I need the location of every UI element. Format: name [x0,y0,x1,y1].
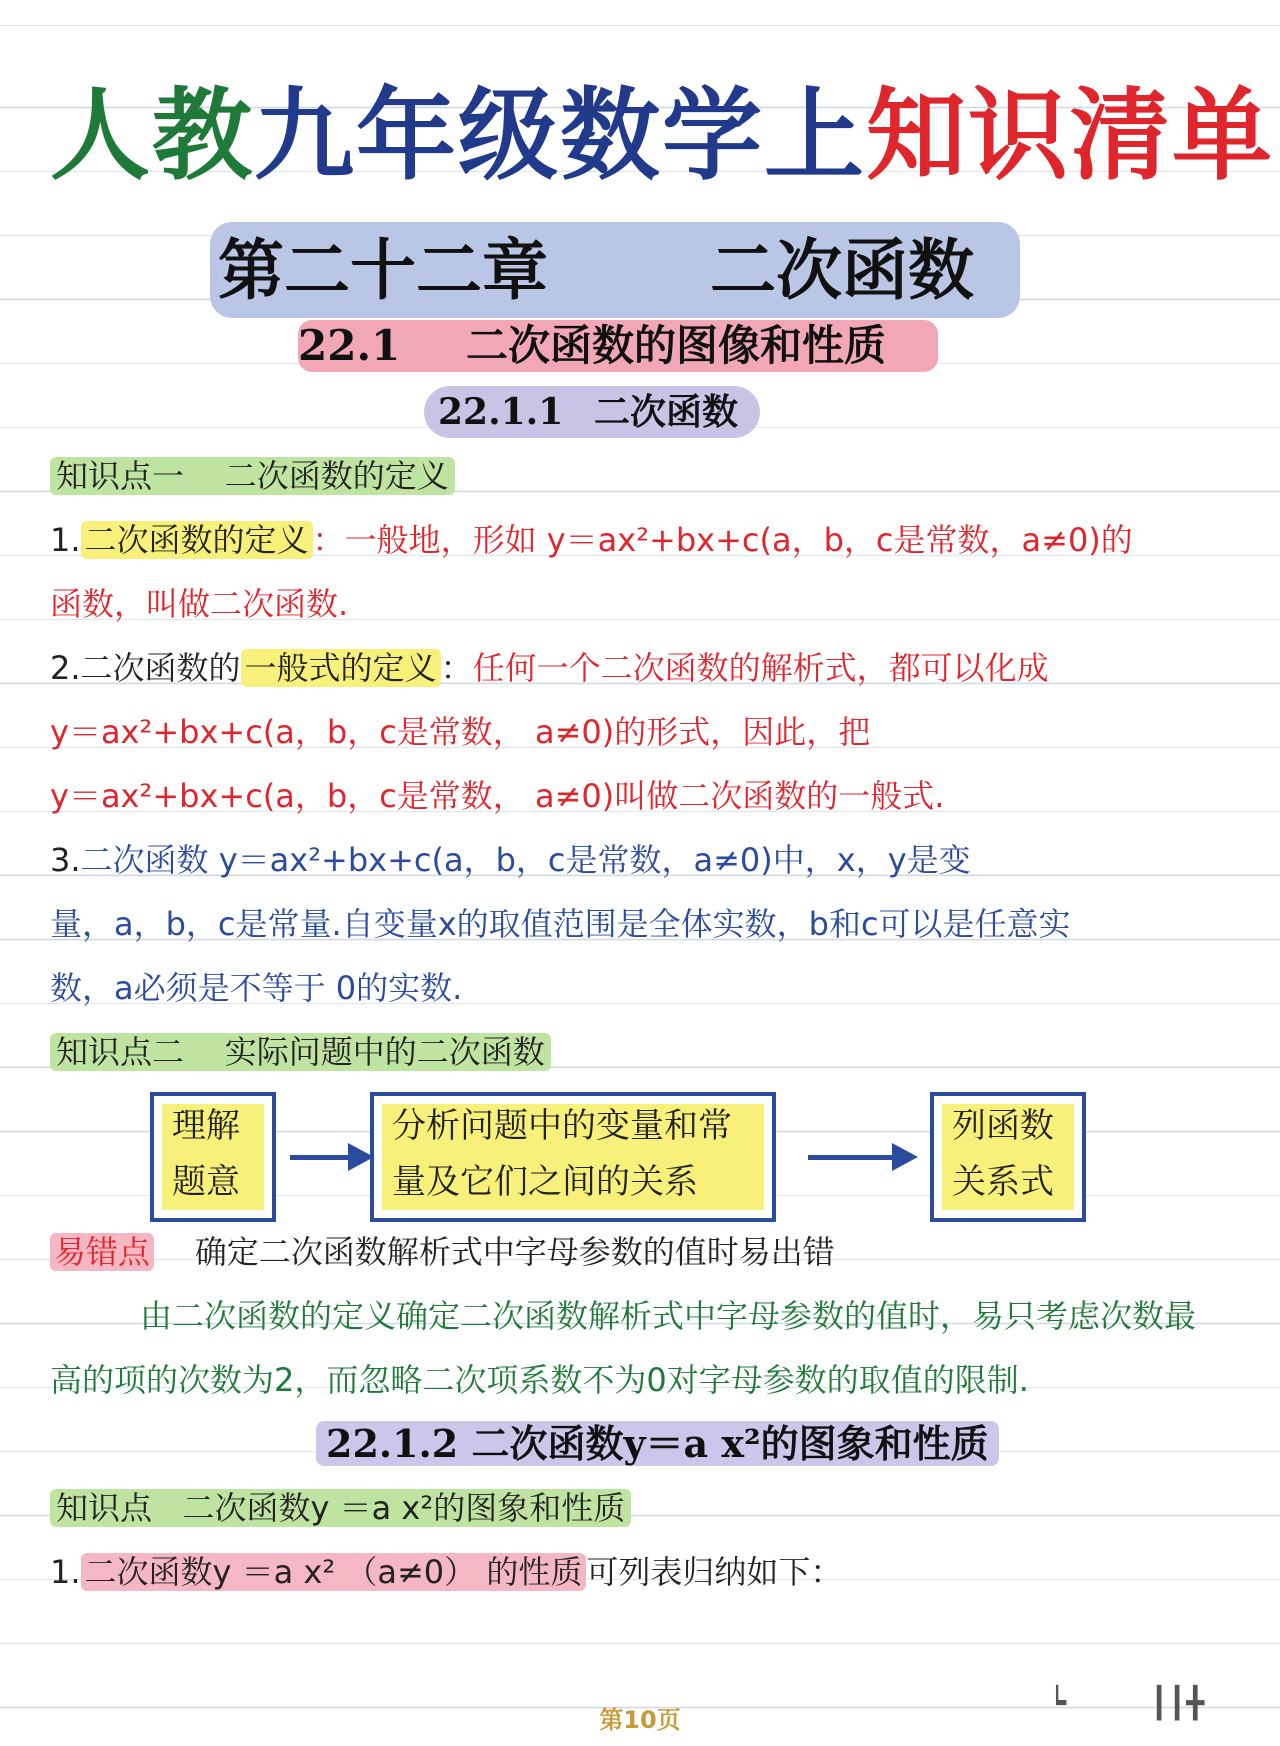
flow-step-line-2: 量及它们之间的关系 [392,1162,698,1202]
item-term: 二次函数y ＝a x² （a≠0） 的性质 [81,1553,587,1591]
mistake-heading [50,1230,835,1274]
flow-step-line-1: 分析问题中的变量和常 [392,1106,732,1146]
flow-step-analyze [370,1092,776,1222]
knowledge-point-1 [50,454,455,498]
item-text: 任何一个二次函数的解析式，都可以化成 [472,649,1049,687]
subsection-name: 二次函数 [594,391,739,433]
mistake-text-line-1: 由二次函数的定义确定二次函数解析式中字母参数的值时，易只考虑次数最 [140,1297,1197,1335]
subsection-heading-1 [424,386,760,438]
item-3-line-3: 数，a必须是不等于 0的实数. [50,969,463,1007]
item-number: 2. [50,649,81,687]
title-part-red: 知识清单 [866,76,1274,194]
point-label: 知识点二 [56,1033,185,1071]
chapter-banner [210,222,1020,318]
item-4 [50,1550,842,1594]
point-name: 实际问题中的二次函数 [224,1033,545,1071]
chapter-number: 第二十二章 [218,231,548,309]
flow-step-formulate [930,1092,1086,1222]
item-term: 一般式的定义 [241,649,441,687]
item-prefix: 二次函数的 [80,649,241,687]
item-number: 1. [50,521,81,559]
item-2-line-3: y＝ax²+bx+c(a，b，c是常数， a≠0)叫做二次函数的一般式. [50,777,945,815]
subsection-heading-2 [316,1418,999,1470]
point-label: 知识点一 [56,457,185,495]
item-text: 一般地，形如 y＝ax²+bx+c(a，b，c是常数，a≠0)的 [344,521,1133,559]
page-number: 第10页 [599,1706,681,1734]
item-text: 可列表归纳如下： [586,1553,843,1591]
item-text: 二次函数 y＝ax²+bx+c(a，b，c是常数，a≠0)中，x，y是变 [80,841,971,879]
item-2-line-2: y＝ax²+bx+c(a，b，c是常数， a≠0)的形式，因此，把 [50,713,871,751]
title-part-blue: 九年级数学上 [254,76,866,194]
item-2-line-1 [50,646,1049,690]
section-name: 二次函数的图像和性质 [466,321,887,370]
item-number: 1. [50,1553,81,1591]
item-1-line-2: 函数，叫做二次函数. [50,585,349,623]
flow-step-understand [150,1092,276,1222]
knowledge-point-3 [50,1486,631,1530]
subsection-title: 22.1.2 二次函数y＝a x²的图象和性质 [316,1421,999,1466]
point-label: 知识点 [56,1489,153,1527]
item-3-line-2: 量，a，b，c是常量.自变量x的取值范围是全体实数，b和c可以是任意实 [50,905,1071,943]
collapse-icon[interactable]: ┕ [1048,1686,1067,1721]
mistake-label: 易错点 [50,1233,154,1271]
flow-step-line-2: 关系式 [952,1162,1054,1202]
point-name: 二次函数y ＝a x²的图象和性质 [182,1489,626,1527]
item-term: 二次函数的定义 [81,521,313,559]
item-1-line-1 [50,518,1133,562]
page-title [50,76,1274,194]
section-heading [298,320,938,372]
flow-step-line-1: 列函数 [952,1106,1054,1146]
flow-step-line-2: 题意 [172,1162,240,1202]
item-colon: ： [312,521,345,559]
more-icon[interactable]: ┃┃╋ [1150,1686,1205,1721]
subsection-number: 22.1.1 [438,391,564,433]
section-number: 22.1 [298,321,401,370]
knowledge-point-2 [50,1030,551,1074]
point-name: 二次函数的定义 [224,457,449,495]
item-colon: ： [440,649,473,687]
flow-step-line-1: 理解 [172,1106,240,1146]
flow-arrow-1 [290,1155,368,1160]
item-number: 3. [50,841,81,879]
mistake-text-line-2: 高的项的次数为2，而忽略二次项系数不为0对字母参数的取值的限制. [50,1361,1029,1399]
item-3-line-1 [50,838,971,882]
chapter-name: 二次函数 [710,231,974,309]
flow-arrow-2 [808,1155,912,1160]
title-part-green: 人教 [50,76,254,194]
mistake-title: 确定二次函数解析式中字母参数的值时易出错 [194,1233,835,1271]
